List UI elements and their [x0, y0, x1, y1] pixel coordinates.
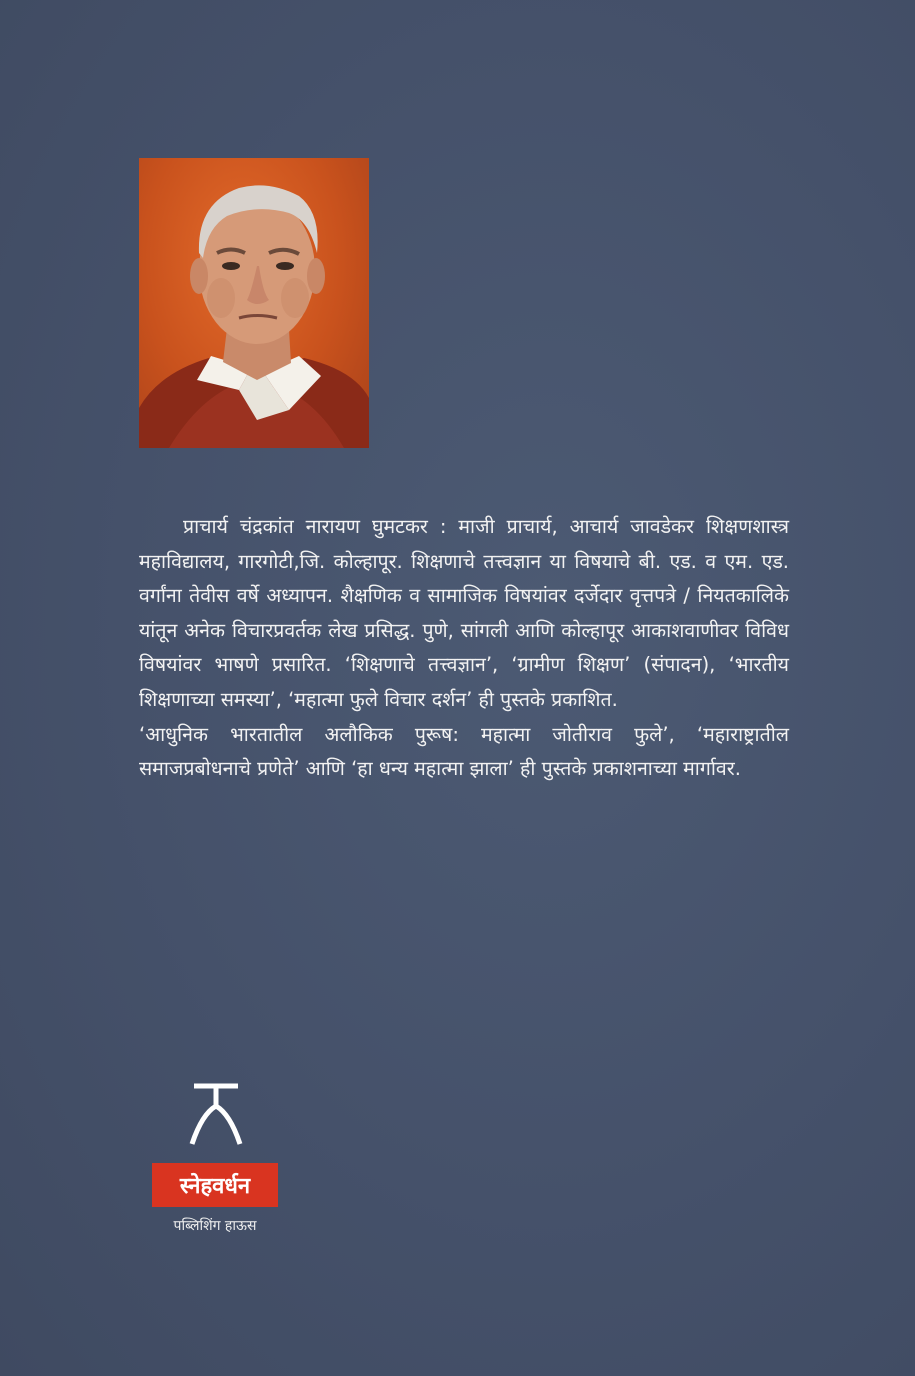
bio-paragraph-2: ‘आधुनिक भारतातील अलौकिक पुरूष: महात्मा जोतीराव फुले’, ‘महाराष्ट्रातील समाजप्रबोधनाचे प्रणेते’ आणि ‘हा धन्य महात्मा झाला’ ही पुस्तके प्रकाशनाच्या मार्गावर.	[139, 722, 789, 781]
publisher-subtitle: पब्लिशिंग हाऊस	[173, 1218, 257, 1234]
bio-paragraph-1: प्राचार्य चंद्रकांत नारायण घुमटकर : माजी प्राचार्य, आचार्य जावडेकर शिक्षणशास्त्र महाविद्यालय, गारगोटी,जि. कोल्हापूर. शिक्षणाचे तत्त्वज्ञान या विषयाचे बी. एड. व एम. एड. वर्गांना तेवीस वर्षे अध्यापन. शैक्षणिक व सामाजिक विषयांवर दर्जेदार वृत्तपत्रे / नियतकालिके यांतून अनेक विचारप्रवर्तक लेख प्रसिद्ध. पुणे, सांगली आणि कोल्हापूर आकाशवाणीवर विविध विषयांवर भाषणे प्रसारित. ‘शिक्षणाचे तत्त्वज्ञान’, ‘ग्रामीण शिक्षण’ (संपादन), ‘भारतीय शिक्षणाच्या समस्या’, ‘महात्मा फुले विचार दर्शन’ ही पुस्तके प्रकाशित.	[139, 515, 789, 711]
publisher-name: स्नेहवर्धन	[179, 1174, 251, 1199]
publisher-logo-icon	[188, 1082, 244, 1148]
author-portrait-image	[139, 158, 369, 448]
publisher-name-box	[152, 1163, 278, 1207]
author-photo	[139, 158, 369, 448]
author-bio	[139, 510, 789, 787]
